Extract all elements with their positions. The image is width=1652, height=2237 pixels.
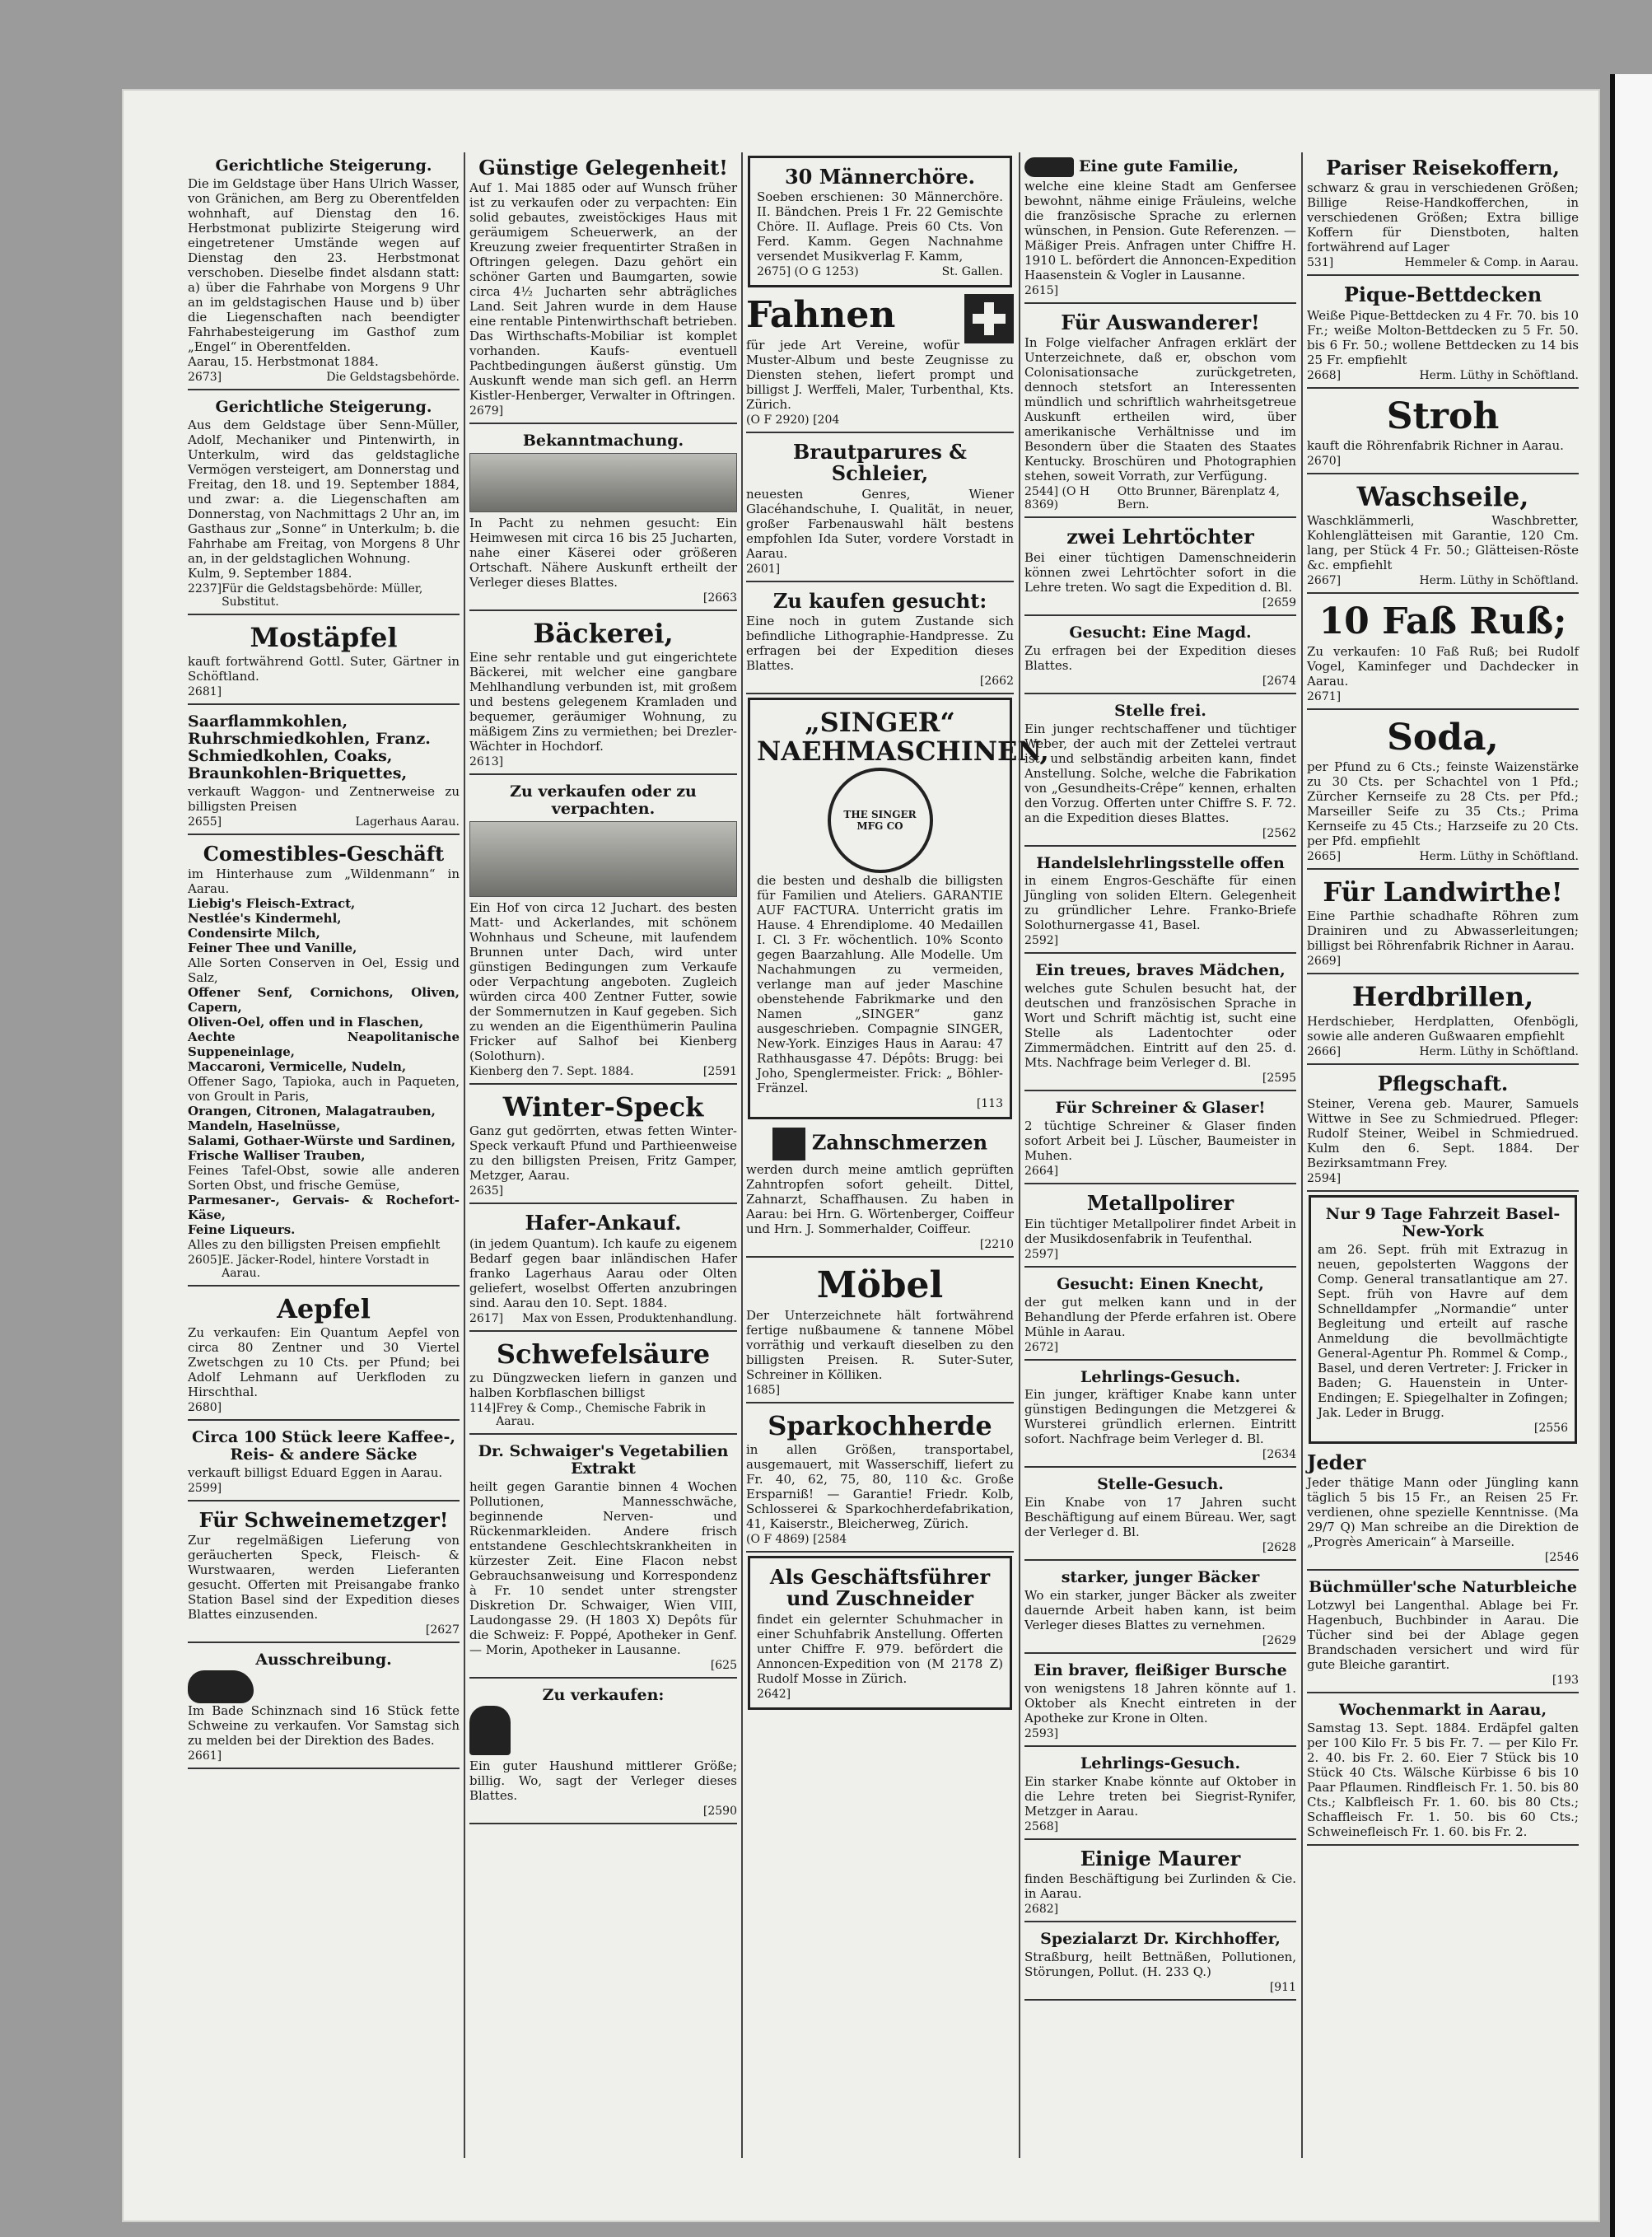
- column-1: [188, 152, 460, 2158]
- ad-winter-speck: [469, 1088, 737, 1204]
- ad-text: Ein guter Haushund mittlerer Größe; billig. Wo, sagt der Verleger dieses Blattes.: [469, 1758, 737, 1803]
- ad-bursche: [1024, 1657, 1296, 1747]
- ad-number: [625: [710, 1658, 737, 1672]
- ad-number: [2659: [1262, 595, 1296, 609]
- ad-title: Zu verkaufen:: [542, 1685, 665, 1704]
- ad-number: 2675] (O G 1253): [757, 265, 859, 279]
- ad-landwirthe: [1307, 873, 1579, 974]
- ad-number: [2662: [979, 674, 1014, 688]
- list-item: Frische Walliser Trauben,: [188, 1147, 366, 1163]
- ad-number: [2627: [425, 1623, 460, 1637]
- ad-text: Wo ein starker, junger Bäcker als zweiter dauernde Arbeit haben kann, ist beim Verleger dieses Blattes zu vernehmen.: [1024, 1588, 1296, 1633]
- list-item: Liebig's Fleisch-Extract,: [188, 895, 356, 911]
- column-rule: [464, 152, 465, 2158]
- ad-text: kauft die Röhrenfabrik Richner in Aarau.: [1307, 438, 1564, 454]
- ad-wochenmarkt: [1307, 1697, 1579, 1846]
- ad-number: (O F 2920) [204: [746, 413, 840, 427]
- ad-title: Bekanntmachung.: [522, 432, 684, 451]
- ad-text: In Folge vielfacher Anfragen erklärt der Unterzeichnete, daß er, obschon vom Colonisationsache zurückgetreten, dennoch stetsfort an Interessenten mündlich und schriftlich wahrheitsgetreue Auskunft ertheilen wird, über amerikanische Verhältnisse und im Besondern über die Staaten des Staates Kentucky. Broschüren und Photographien stehen, soweit Vorrath, zur Verfügung.: [1024, 335, 1296, 484]
- ad-number: 2673]: [188, 370, 222, 384]
- list-item: Oliven-Oel, offen und in Flaschen,: [188, 1014, 424, 1030]
- ad-title: Wochenmarkt in Aarau,: [1338, 1700, 1547, 1719]
- ad-title: Zu kaufen gesucht:: [772, 588, 987, 613]
- ad-maurer: [1024, 1843, 1296, 1922]
- ad-text: per Pfund zu 6 Cts.; feinste Waizenstärke zu 30 Cts. per Schachtel von 1 Pfd.; Zürcher Kernseife zu 28 Cts. per Pfd.; Marseiller Seife zu 35 Cts.; Prima Kernseife zu 45 Cts.; Harzseife zu 20 Cts. per Pfd. empfiehlt: [1307, 759, 1579, 849]
- ad-title: Stelle frei.: [1114, 701, 1206, 720]
- ad-title: Ausschreibung.: [255, 1651, 392, 1670]
- ad-text: die besten und deshalb die billigsten für Familien und Ateliers. GARANTIE AUF FACTURA. Unterricht gratis im Hause. 4 Ehrendiplome. 40 Medaillen I. Cl. 3 Fr. wöchentlich. 10% Sconto gegen Baarzahlung. Alle Modelle. Um Nachahmungen zu vermeiden, verlange man auf jeder Maschine obenstehende Fabrikmarke und den Namen „SINGER“ ganz ausgeschrieben. Compagnie SINGER, New-York. Einziges Haus in Aarau: 47 Rathhausgasse 47. Dépôts: Brugg: bei Joho, Spenglermeister. Frick: „ Böhler-Fränzel.: [757, 873, 1003, 1096]
- pig-illustration: [188, 1670, 254, 1703]
- ad-text: Ein junger, kräftiger Knabe kann unter günstigen Bedingungen die Metzgerei & Wursterei gründlich erlernen. Eintritt sofort. Nachfrage beim Verleger d. Bl.: [1024, 1387, 1296, 1447]
- ad-number: 2681]: [188, 684, 222, 698]
- ad-number: [2663: [702, 591, 737, 605]
- ad-comestibles: [188, 838, 460, 1287]
- ad-number: [911: [1269, 1981, 1296, 1995]
- list-item: Nestlée's Kindermehl,: [188, 910, 342, 926]
- ad-text: im Hinterhause zum „Wildenmann“ in Aarau.: [188, 866, 460, 896]
- ad-text: der gut melken kann und in der Behandlung der Pferde erfahren ist. Obere Mühle in Aarau.: [1024, 1294, 1296, 1339]
- ad-text: Samstag 13. Sept. 1884. Erdäpfel galten per 100 Kilo Fr. 5 bis Fr. 7. — per Kilo Fr. 2. 40. bis Fr. 2. 60. Eier 7 Stück bis 10 Stück 40 Cts. Wälsche Kürbisse 6 bis 10 Paar Pflaumen. Rindfleisch Fr. 1. 50. bis 80 Cts.; Kalbfleisch Fr. 1. 60. bis 80 Cts.; Schaffleisch Fr. 1. 50. bis 60 Cts.; Schweinefleisch Fr. 1. 60. bis Fr. 2.: [1307, 1720, 1579, 1839]
- list-item: Offener Sago, Tapioka, auch in Paqueten, von Groult in Paris,: [188, 1073, 460, 1104]
- ad-title: Mostäpfel: [250, 621, 398, 653]
- ad-number: 2613]: [469, 755, 504, 769]
- ad-title: Sparkochherde: [768, 1409, 992, 1441]
- ad-text: Auf 1. Mai 1885 oder auf Wunsch früher ist zu verkaufen oder zu verpachten: Ein solid gebautes, zweistöckiges Haus mit geräumigem Scheuerwerk, an der Kreuzung zweier frequentirter Straßen in Oftringen gelegen. Dazu gehört ein schöner Garten und Baumgarten, sowie circa 4½ Jucharten sehr abträgliches Land. Seit Jahren wurde in dem Hause eine rentable Pintenwirthschaft betrieben. Das Wirthschafts-Mobiliar ist komplet vorhanden. Kaufs- eventuell Pachtbedingungen äußerst günstig. Um Auskunft wende man sich gefl. an Herrn Kistler-Henberger, Verwalter in Oftringen.: [469, 180, 737, 404]
- ad-title: Eine gute Familie,: [1079, 157, 1239, 175]
- ad-number: [2556: [1533, 1421, 1568, 1435]
- ad-text: Weiße Pique-Bettdecken zu 4 Fr. 70. bis 10 Fr.; weiße Molton-Bettdecken zu 5 Fr. 50. bis 6 Fr. 50.; wollene Bettdecken zu 14 bis 25 Fr. empfiehlt: [1307, 307, 1579, 367]
- ad-title: Für Schweinemetzger!: [198, 1507, 449, 1532]
- ad-number: 2670]: [1307, 455, 1342, 469]
- ad-text: Zu verkaufen: Ein Quantum Aepfel von circa 80 Zentner und 30 Viertel Zwetschgen zu 10 Cts. per Pfund; bei Adolf Lehmann auf Uerkfloden zu Hirschthal.: [188, 1325, 460, 1400]
- ad-lehrlings-gesuch-2: [1024, 1750, 1296, 1840]
- ad-bekanntmachung: [469, 427, 737, 611]
- ad-signature: Frey & Comp., Chemische Fabrik in Aarau.: [496, 1402, 707, 1429]
- ad-number: 2672]: [1024, 1340, 1059, 1354]
- list-item: Mandeln, Haselnüsse,: [188, 1118, 341, 1133]
- ad-number: [2634: [1262, 1448, 1296, 1462]
- list-item: Offener Senf, Cornichons, Oliven, Capern,: [188, 984, 460, 1015]
- ad-basel-new-york: [1309, 1195, 1577, 1444]
- comestibles-list: [188, 896, 460, 1252]
- ad-text: In Pacht zu nehmen gesucht: Ein Heimwesen mit circa 16 bis 25 Jucharten, nahe einer Käserei oder größeren Ortschaft. Nähere Auskunft ertheilt der Verleger dieses Blattes.: [469, 516, 737, 591]
- list-item: Maccaroni, Vermicelle, Nudeln,: [188, 1058, 407, 1074]
- ad-text: heilt gegen Garantie binnen 4 Wochen Pollutionen, Mannesschwäche, beginnende Nerven- und Rückenmarkleiden. Andere frisch entstandene Geschlechtskrankheiten in kürzester Zeit. Eine Flacon nebst Gebrauchsanweisung und Korrespondenz à Fr. 10 sendet unter strengster Diskretion Dr. Schwaiger, Wien VIII, Laudongasse 29. (H 1803 X) Depôts für die Schweiz: F. Poppé, Apotheker in Genf. — Morin, Apotheker in Lausanne.: [469, 1478, 737, 1657]
- ad-number: [113: [976, 1097, 1003, 1111]
- ad-auswanderer: [1024, 307, 1296, 518]
- ad-brautparures: [746, 437, 1014, 582]
- ad-schwaiger: [469, 1438, 737, 1679]
- ad-metallpolirer: [1024, 1188, 1296, 1267]
- ad-text: 2 tüchtige Schreiner & Glaser finden sofort Arbeit bei J. Lüscher, Baumeister in Muhen.: [1024, 1118, 1296, 1164]
- ad-number: 2667]: [1307, 574, 1342, 588]
- list-item: Orangen, Citronen, Malagatrauben,: [188, 1103, 436, 1118]
- ad-title: Für Auswanderer!: [1061, 311, 1260, 334]
- ad-signature: Herm. Lüthy in Schöftland.: [1419, 574, 1579, 588]
- ad-text: Steiner, Verena geb. Maurer, Samuels Wittwe in See zu Schmiedrued. Pfleger: Rudolf Steiner, Weibel in Schmiedrued. Kulm den 6. Sept. 1884. Der Bezirksamtmann Frey.: [1307, 1095, 1579, 1170]
- ad-sparkochherde: [746, 1407, 1014, 1553]
- ad-text: in allen Größen, transportabel, ausgemauert, mit Wasserschiff, liefert zu Fr. 40, 62, 75, 80, 110 &c. Große Ersparniß! — Garantie! Friedr. Kolb, Schlosserei & Sparkochherdefabrikation, 41, Kaiserstr., Bleicherweg, Zürich.: [746, 1441, 1014, 1531]
- ad-title: Handelslehrlingsstelle offen: [1036, 853, 1285, 872]
- ad-title: Als Geschäftsführer und Zuschneider: [769, 1564, 991, 1611]
- ad-number: 2635]: [469, 1184, 504, 1198]
- ad-gute-familie: [1024, 152, 1296, 304]
- list-item: Aechte Neapolitanische Suppeneinlage,: [188, 1029, 460, 1059]
- ad-text: Zur regelmäßigen Lieferung von geräucherten Speck, Fleisch- & Wurstwaaren, werden Lieferanten gesucht. Offerten mit Preisangabe franko Station Basel sind der Expedition dieses Blattes einzusenden.: [188, 1533, 460, 1623]
- ad-text: Eine noch in gutem Zustande sich befindliche Lithographie-Handpresse. Zu erfragen bei der Expedition dieses Blattes.: [746, 613, 1014, 673]
- ad-title: Comestibles-Geschäft: [203, 841, 445, 866]
- ad-text: zu Düngzwecken liefern in ganzen und halben Korbflaschen billigst: [469, 1371, 737, 1401]
- dog-illustration: [469, 1706, 511, 1755]
- ad-steigerung-1: [188, 152, 460, 390]
- column-2: [469, 152, 737, 2158]
- list-item: Condensirte Milch,: [188, 925, 320, 941]
- ad-number: 2680]: [188, 1401, 222, 1415]
- ad-russ: [1307, 597, 1579, 709]
- ad-title: Gesucht: Eine Magd.: [1069, 623, 1252, 642]
- ad-title: Aepfel: [277, 1292, 371, 1324]
- ad-number: [2590: [702, 1804, 737, 1818]
- ad-number: 2615]: [1024, 284, 1059, 297]
- ad-number: [193: [1552, 1673, 1579, 1687]
- ad-number: 2617]: [469, 1311, 504, 1325]
- list-item: Feine Liqueurs.: [188, 1221, 296, 1237]
- ad-number: 2682]: [1024, 1903, 1059, 1917]
- ad-signature: E. Jäcker-Rodel, hintere Vorstadt in Aarau.: [222, 1253, 430, 1280]
- ad-jeder: [1307, 1447, 1579, 1571]
- ad-baeckerei: [469, 614, 737, 775]
- ad-number: 2671]: [1307, 689, 1342, 703]
- ad-title: Pflegschaft.: [1377, 1071, 1509, 1095]
- ad-signature: Herm. Lüthy in Schöftland.: [1419, 850, 1579, 864]
- ad-number: 2597]: [1024, 1247, 1059, 1261]
- ad-haushund: [469, 1682, 737, 1824]
- ad-number: 2665]: [1307, 850, 1342, 864]
- ad-guenstige-gelegenheit: [469, 152, 737, 424]
- ad-title: Lehrlings-Gesuch.: [1080, 1367, 1241, 1386]
- ad-number: 2599]: [188, 1481, 222, 1495]
- ad-text: Der Unterzeichnete hält fortwährend fertige nußbaumene & tannene Möbel vorräthig und verkauft dieselben zu den billigsten Preisen. R. Suter-Suter, Schreiner in Kölliken.: [746, 1307, 1014, 1382]
- ad-text: Ein Knabe von 17 Jahren sucht Beschäftigung auf einem Büreau. Wer, sagt der Verleger d. Bl.: [1024, 1495, 1296, 1540]
- ad-text: verkauft billigst Eduard Eggen in Aarau.: [188, 1464, 443, 1480]
- ad-number: 2679]: [469, 404, 504, 418]
- ad-text: finden Beschäftigung bei Zurlinden & Cie. in Aarau.: [1024, 1871, 1296, 1902]
- ad-schreiner: [1024, 1095, 1296, 1184]
- ad-text: von wenigstens 18 Jahren könnte auf 1. Oktober als Knecht eintreten in der Apotheke zur Krone in Olten.: [1024, 1681, 1296, 1726]
- column-rule: [1019, 152, 1020, 2158]
- ad-zahnschmerzen: [746, 1123, 1014, 1258]
- ad-number: 2593]: [1024, 1727, 1059, 1741]
- ad-text: am 26. Sept. früh mit Extrazug in neuen, gepolsterten Waggons der Comp. General transatlantique am 27. Sept. früh von Havre auf dem Schnelldampfer „Normandie“ unter Begleitung und erteilt auf rasche Anmeldung die bevollmächtigte General-Agentur Ph. Rommel & Comp., Basel, und deren Vertreter: J. Fricker in Baden; G. Hauenstein in Unter-Endingen; E. Spiegelhalter in Zofingen; Jak. Leder in Brugg.: [1318, 1241, 1568, 1420]
- ad-text: (in jedem Quantum). Ich kaufe zu eigenem Bedarf gegen baar inländischen Hafer franko Lagerhaus Aarau oder Olten geliefert, woselbst Offerten anzubringen sind. Aarau den 10. Sept. 1884.: [469, 1235, 737, 1310]
- list-item: Alle Sorten Conserven in Oel, Essig und Salz,: [188, 955, 460, 985]
- ad-number: 2642]: [757, 1687, 791, 1701]
- ad-herdbrillen: [1307, 978, 1579, 1064]
- ad-title: Für Schreiner & Glaser!: [1055, 1099, 1266, 1118]
- ad-title: zwei Lehrtöchter: [1066, 525, 1254, 549]
- ad-text: Im Bade Schinznach sind 16 Stück fette Schweine zu verkaufen. Vor Samstag sich zu melden bei der Direktion des Bades.: [188, 1703, 460, 1749]
- ad-text: Aus dem Geldstage über Senn-Müller, Adolf, Mechaniker und Pintenwirth, in Unterkulm, wird das geldstagliche Vermögen versteigert, am Donnerstag und Freitag, den 18. und 19. September 1884, und zwar: a. die Liegenschaften am Donnerstag, von Nachmittags 2 Uhr an, im Gasthaus zur „Sonne“ in Unterkulm; b. die Fahrhabe am Freitag, von Morgens 8 Uhr an, in der geldstaglichen Wohnung.: [188, 417, 460, 566]
- ad-title: Gerichtliche Steigerung.: [215, 397, 432, 416]
- ad-number: [2210: [979, 1238, 1014, 1252]
- ad-number: 2568]: [1024, 1819, 1059, 1833]
- ad-schwefelsaeure: [469, 1335, 737, 1435]
- ad-lithographie: [746, 586, 1014, 694]
- ad-mostaepfel: [188, 619, 460, 705]
- ad-title: Zahnschmerzen: [811, 1130, 988, 1155]
- ad-title: Stroh: [1386, 395, 1500, 437]
- ad-signature: Hemmeler & Comp. in Aarau.: [1404, 256, 1579, 270]
- ad-moebel: [746, 1261, 1014, 1403]
- ad-signature: Herm. Lüthy in Schöftland.: [1419, 368, 1579, 382]
- ad-maedchen: [1024, 957, 1296, 1091]
- pointing-hand-icon: [1024, 157, 1074, 177]
- ad-text: Lotzwyl bei Langenthal. Ablage bei Fr. Hagenbuch, Buchbinder in Aarau. Die Tücher sind bei der Ablage gegen Brandschaden versichert und wird für gute Bleiche garantirt.: [1307, 1597, 1579, 1672]
- ad-pflegschaft: [1307, 1068, 1579, 1192]
- ad-number: [2595: [1262, 1072, 1296, 1086]
- ad-text: Herdschieber, Herdplatten, Ofenbögli, sowie alle anderen Gußwaaren empfiehlt: [1307, 1013, 1579, 1044]
- ad-title: Hafer-Ankauf.: [525, 1211, 682, 1235]
- ad-text: für jede Art Vereine, wofür Muster-Album und beste Zeugnisse zu Diensten stehen, liefert prompt und billigst J. Werffeli, Maler, Turbenthal, Kts. Zürich.: [746, 337, 1014, 412]
- ad-title: Schwefelsäure: [496, 1338, 711, 1370]
- column-rule: [1301, 152, 1303, 2158]
- ad-text: welche eine kleine Stadt am Genfersee bewohnt, nähme einige Fräuleins, welche die französische Sprache zu erlernen wünschen, in Pension. Gute Referenzen. — Mäßiger Preis. Anfragen unter Chiffre H. 1910 L. befördert die Annoncen-Expedition Haasenstein & Vogler in Lausanne.: [1024, 179, 1296, 283]
- ad-text: findet ein gelernter Schuhmacher in einer Schuhfabrik Anstellung. Offerten unter Chiffre F. 979. befördert die Annoncen-Expedition von (M 2178 Z) Rudolf Mosse in Zürich.: [757, 1611, 1003, 1686]
- ad-stelle-gesuch: [1024, 1471, 1296, 1561]
- ad-number: 2594]: [1307, 1171, 1342, 1185]
- ad-number: 531]: [1307, 256, 1334, 270]
- ad-number: 1685]: [746, 1383, 781, 1397]
- ad-title: Einige Maurer: [1080, 1846, 1241, 1870]
- ad-text: schwarz & grau in verschiedenen Größen; Billige Reise-Handkofferchen, in verschiedenen Größen; Extra billige Koffern für Dienstboten, halten fortwährend auf Lager: [1307, 180, 1579, 255]
- ad-waschseile: [1307, 478, 1579, 594]
- house-illustration: [469, 453, 737, 512]
- ad-hafer: [469, 1207, 737, 1331]
- ad-text: Waschklämmerli, Waschbretter, Kohlenglätteisen mit Garantie, 120 Cm. lang, per Stück 4 Fr. 50.; Glätteisen-Röste &c. empfiehlt: [1307, 513, 1579, 573]
- ad-title: Waschseile,: [1356, 481, 1529, 513]
- ad-title: Spezialarzt Dr. Kirchhoffer,: [1040, 1930, 1281, 1949]
- ad-soda: [1307, 713, 1579, 870]
- ad-title: Für Landwirthe!: [1323, 876, 1563, 908]
- ad-text: verkauft Waggon- und Zentnerweise zu billigsten Preisen: [188, 783, 460, 814]
- ad-number: 2661]: [188, 1749, 222, 1763]
- ad-text: Bei einer tüchtigen Damenschneiderin können zwei Lehrtöchter sofort in die Lehre treten. Wo sagt die Expedition d. Bl.: [1024, 549, 1296, 595]
- ad-text: werden durch meine amtlich geprüften Zahntropfen sofort geheilt. Dittel, Zahnarzt, Schaffhausen. Zu haben in Aarau: bei Hrn. G. Wörtenberger, Coiffeur und Hrn. J. Sommerhalder, Coiffeur.: [746, 1162, 1014, 1237]
- ad-title: Ein braver, fleißiger Bursche: [1034, 1661, 1287, 1680]
- ad-title: Soda,: [1387, 716, 1499, 759]
- ad-title: Günstige Gelegenheit!: [478, 156, 728, 180]
- ad-title: Zu verkaufen oder zu verpachten.: [510, 782, 697, 819]
- ad-title: Nur 9 Tage Fahrzeit Basel-New-York: [1325, 1204, 1561, 1240]
- ad-stelle-frei: [1024, 698, 1296, 847]
- ad-handelslehrling: [1024, 850, 1296, 955]
- ad-signature: Die Geldstagsbehörde.: [326, 370, 460, 384]
- ad-title: Jeder: [1307, 1450, 1366, 1474]
- ad-text: Zu verkaufen: 10 Faß Ruß; bei Rudolf Vogel, Kaminfeger und Dachdecker in Aarau.: [1307, 643, 1579, 689]
- ad-knecht: [1024, 1271, 1296, 1361]
- ad-text: Ein tüchtiger Metallpolirer findet Arbeit in der Musikdosenfabrik in Teufenthal.: [1024, 1216, 1296, 1246]
- ad-signature: Otto Brunner, Bärenplatz 4, Bern.: [1117, 485, 1280, 512]
- ad-number: 2544] (O H 8369): [1024, 485, 1090, 512]
- ad-number: 2664]: [1024, 1165, 1059, 1179]
- ad-title: Büchmüller'sche Naturbleiche: [1309, 1578, 1577, 1597]
- ad-kohlen: [188, 708, 460, 835]
- ad-text: Die im Geldstage über Hans Ulrich Wasser, von Gränichen, am Berg zu Oberentfelden wohnhaft, auf Dienstag den 16. Herbstmonat publizirte Steigerung wird eingetretener Umstände wegen auf Dienstag den 23. Herbstmonat verschoben. Dieselbe findet alsdann statt: a) über die Fahrhabe von Morgens 9 Uhr an im geldstagischen Hause und b) über die Liegenschaften nach beendigter Fahrhabesteigerung im Gasthof zum „Engel“ in Oberentfelden.: [188, 175, 460, 354]
- ad-text: Jeder thätige Mann oder Jüngling kann täglich 5 bis 15 Fr., an Reisen 25 Fr. verdienen, ohne spezielle Kenntnisse. (Ma 29/7 Q) Man schreibe an die Direktion de „Progrès Americain“ à Marseille.: [1307, 1475, 1579, 1550]
- ad-ausschreibung: [188, 1646, 460, 1769]
- ad-number: (O F 4869) [2584: [746, 1532, 847, 1546]
- ad-title: Möbel: [816, 1264, 944, 1307]
- ad-number: 2669]: [1307, 955, 1342, 969]
- ad-text: Ein starker Knabe könnte auf Oktober in die Lehre treten bei Siegrist-Rynifer, Metzger in Aarau.: [1024, 1773, 1296, 1819]
- ad-number: 2655]: [188, 815, 222, 829]
- ad-title: Gerichtliche Steigerung.: [215, 156, 432, 175]
- ad-signature: Max von Essen, Produktenhandlung.: [522, 1311, 737, 1325]
- ad-geschaeftsfuehrer: [748, 1556, 1012, 1710]
- ad-magd: [1024, 619, 1296, 694]
- ad-lehrtoechter: [1024, 521, 1296, 615]
- ad-title: 30 Männerchöre.: [784, 165, 976, 189]
- ad-title: Saarflammkohlen, Ruhrschmiedkohlen, Franz. Schmiedkohlen, Coaks, Braunkohlen-Briquettes,: [188, 712, 431, 782]
- column-5: [1307, 152, 1579, 2158]
- ad-place: Kulm, 9. September 1884.: [188, 565, 352, 581]
- ad-title: Dr. Schwaiger's Vegetabilien Extrakt: [478, 1442, 729, 1478]
- ad-title: Herdbrillen,: [1351, 981, 1534, 1013]
- ad-signature: St. Gallen.: [941, 265, 1003, 279]
- ad-number: 2237]: [188, 581, 222, 595]
- ad-text: neuesten Genres, Wiener Glacéhandschuhe, I. Qualität, in neuer, großer Farbenauswahl hält bestens empfohlen Ida Suter, vordere Vorstadt in Aarau.: [746, 486, 1014, 561]
- ad-title: Stelle-Gesuch.: [1097, 1475, 1224, 1494]
- ad-title: Brautparures & Schleier,: [793, 439, 967, 486]
- ad-text: Straßburg, heilt Bettnäßen, Pollutionen, Störungen, Pollut. (H. 233 Q.): [1024, 1950, 1296, 1980]
- list-item: Salami, Gothaer-Würste und Sardinen,: [188, 1133, 456, 1148]
- column-rule: [741, 152, 743, 2158]
- list-item: Feines Tafel-Obst, sowie alle anderen Sorten Obst, und frische Gemüse,: [188, 1162, 460, 1193]
- ad-number: [2546: [1544, 1551, 1579, 1565]
- ad-text: Ganz gut gedörrten, etwas fetten Winter-Speck verkauft Pfund und Parthieenweise zu den billigsten Preisen, Fritz Gamper, Metzger, Aarau.: [469, 1123, 737, 1184]
- ad-number: 2601]: [746, 562, 781, 576]
- ad-number: [2562: [1262, 826, 1296, 840]
- ad-text: Ein Hof von circa 12 Juchart. des besten Matt- und Ackerlandes, mit schönem Wohnhaus und Scheune, mit laufendem Brunnen unter Dach, wird unter günstigen Bedingungen zum Verkaufe oder Verpachtung angeboten. Zugleich würden circa 400 Zentner Futter, sowie der Sommernutzen in Kauf gegeben. Sich zu wenden an die Eigenthümerin Paulina Fricker auf Salhof bei Kienberg (Solothurn).: [469, 900, 737, 1064]
- ad-baecker: [1024, 1564, 1296, 1654]
- swiss-flag-icon: [964, 294, 1014, 343]
- ad-text: Eine sehr rentable und gut eingerichtete Bäckerei, mit welcher eine gangbare Mehlhandlung verbunden ist, mit großem und bestens gelegenem Kramladen und bequemer, geräumiger Wohnung, zu mäßigem Zins zu vermiethen; bei Drezler-Wächter in Hochdorf.: [469, 650, 737, 754]
- ad-text: Eine Parthie schadhafte Röhren zum Drainiren und zu Abwasserleitungen; billigst bei Röhrenfabrik Richner in Aarau.: [1307, 908, 1579, 954]
- ad-number: 2605]: [188, 1253, 222, 1267]
- ad-steigerung-2: [188, 394, 460, 615]
- ad-number: [2674: [1262, 674, 1296, 688]
- ad-bettdecken: [1307, 279, 1579, 388]
- ad-signature: Herm. Lüthy in Schöftland.: [1419, 1044, 1579, 1058]
- list-item: Feiner Thee und Vanille,: [188, 940, 357, 955]
- ad-number: 2592]: [1024, 934, 1059, 948]
- ad-title: Pique-Bettdecken: [1343, 283, 1542, 307]
- ad-title: Pariser Reisekoffern,: [1326, 156, 1560, 180]
- ad-naturbleiche: [1307, 1574, 1579, 1693]
- column-4: [1024, 152, 1296, 2158]
- farm-illustration: [469, 821, 737, 897]
- ad-number: 2668]: [1307, 368, 1342, 382]
- ad-signature: Für die Geldstagsbehörde: Müller, Substitut.: [222, 581, 423, 609]
- ad-title: Ein treues, braves Mädchen,: [1035, 961, 1286, 980]
- list-item: Alles zu den billigsten Preisen empfiehlt: [188, 1236, 441, 1252]
- singer-trademark-icon: THE SINGER MFG CO: [828, 768, 933, 873]
- ad-hof: [469, 778, 737, 1085]
- ad-title: Circa 100 Stück leere Kaffee-, Reis- & andere Säcke: [192, 1428, 455, 1464]
- ad-lehrlings-gesuch-1: [1024, 1364, 1296, 1469]
- ad-number: [2629: [1262, 1634, 1296, 1648]
- list-item: Parmesaner-, Gervais- & Rochefort-Käse,: [188, 1192, 460, 1222]
- ad-aepfel: [188, 1290, 460, 1421]
- ad-title: „SINGER“ NAEHMASCHINEN,: [757, 706, 1049, 768]
- ad-title: Metallpolirer: [1086, 1191, 1234, 1216]
- ad-text: Ein junger rechtschaffener und tüchtiger Weber, der auch mit der Zettelei vertraut ist, und selbständig arbeiten kann, findet Anstellung. Solche, welche die Fabrikation von „Gesundheits-Crêpe“ kennen, erhalten den Vorzug. Offerten unter Chiffre S. F. 72. an die Expedition dieses Blattes.: [1024, 721, 1296, 825]
- ad-number: 2666]: [1307, 1044, 1342, 1058]
- ad-title: Winter-Speck: [502, 1091, 704, 1123]
- ad-fahnen: [746, 291, 1014, 432]
- ad-maennerchoere: [748, 156, 1012, 287]
- ad-text: kauft fortwährend Gottl. Suter, Gärtner in Schöftland.: [188, 653, 460, 684]
- ad-saecke: [188, 1424, 460, 1501]
- ad-number: [2628: [1262, 1541, 1296, 1555]
- ad-title: Gesucht: Einen Knecht,: [1057, 1274, 1264, 1293]
- ad-place: Kienberg den 7. Sept. 1884.: [469, 1065, 634, 1079]
- red-cross-icon: [772, 1128, 805, 1161]
- ad-title: Lehrlings-Gesuch.: [1080, 1754, 1241, 1773]
- ad-number: 114]: [469, 1402, 497, 1416]
- ad-text: welches gute Schulen besucht hat, der deutschen und französischen Sprache in Wort und Schrift mächtig ist, sucht eine Stelle als Ladentochter oder Zimmermädchen. Eintritt auf den 25. d. Mts. Nachfrage beim Verleger d. Bl.: [1024, 981, 1296, 1071]
- ad-number: [2591: [702, 1065, 737, 1079]
- ad-spezialarzt: [1024, 1926, 1296, 2001]
- ad-signature: Lagerhaus Aarau.: [355, 815, 460, 829]
- ad-stroh: [1307, 392, 1579, 474]
- ad-title: 10 Faß Ruß;: [1318, 600, 1567, 643]
- ad-title: Fahnen: [746, 294, 896, 337]
- ad-text: Zu erfragen bei der Expedition dieses Blattes.: [1024, 642, 1296, 673]
- ad-place: Aarau, 15. Herbstmonat 1884.: [188, 353, 379, 369]
- ad-reisekoffern: [1307, 152, 1579, 276]
- ad-title: starker, junger Bäcker: [1061, 1568, 1260, 1587]
- ad-text: Soeben erschienen: 30 Männerchöre. II. Bändchen. Preis 1 Fr. 22 Gemischte Chöre. II. Auflage. Preis 60 Cts. Von Ferd. Kamm. Gegen Nachnahme versendet Musikverlag F. Kamm,: [757, 189, 1003, 264]
- scan-edge: [1610, 74, 1652, 2237]
- ad-schweinemetzger: [188, 1505, 460, 1643]
- ad-title: Bäckerei,: [533, 618, 674, 650]
- ad-text: in einem Engros-Geschäfte für einen Jüngling von soliden Eltern. Gelegenheit zu gründlicher Lehre. Franko-Briefe Solothurnergasse 41, Basel.: [1024, 873, 1296, 933]
